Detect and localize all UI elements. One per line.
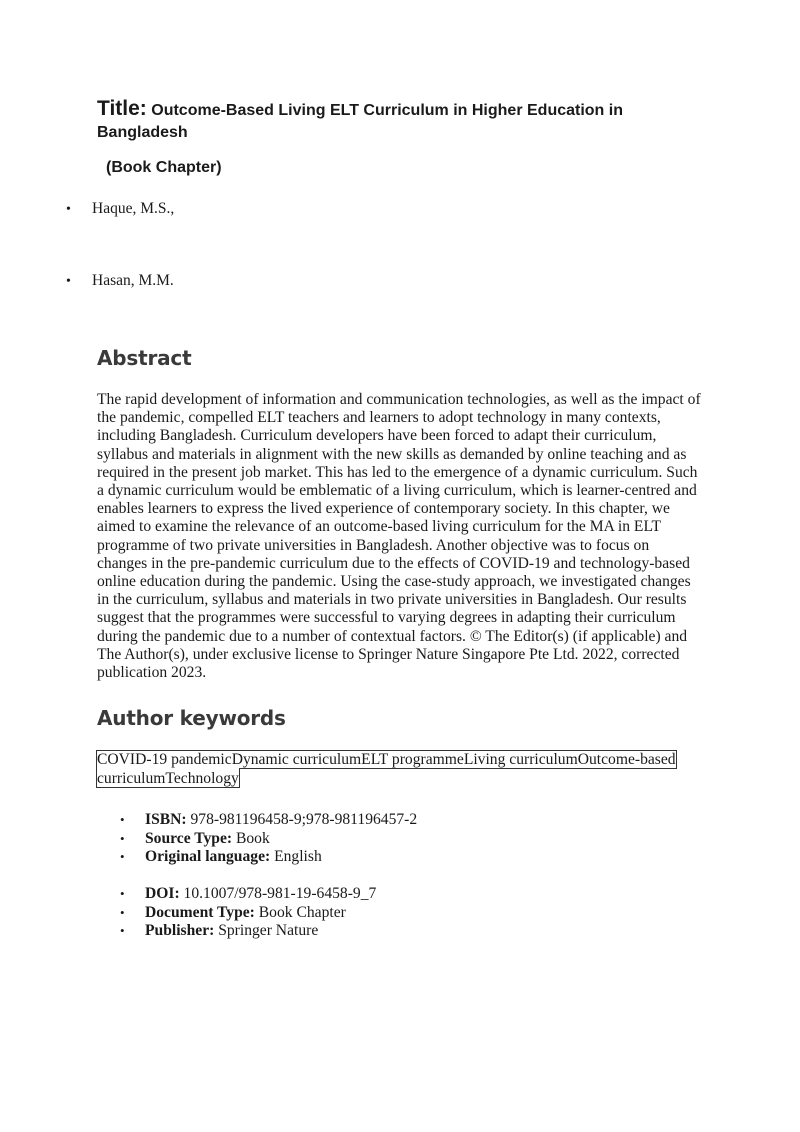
meta-value: Book — [232, 829, 270, 847]
metadata-list-2 — [120, 885, 680, 941]
chapter-type: (Book Chapter) — [106, 159, 222, 176]
meta-label: Document Type: — [145, 903, 255, 921]
bullet: • — [120, 812, 125, 827]
keyword[interactable]: Dynamic curriculum — [231, 751, 362, 768]
keywords-text — [97, 751, 676, 787]
meta-item-isbn — [120, 811, 680, 830]
author-name: Hasan, M.M. — [92, 272, 174, 289]
keyword[interactable]: Living curriculum — [463, 751, 578, 768]
bullet: • — [120, 886, 125, 901]
bullet: • — [120, 830, 125, 846]
title-label: Title: — [97, 97, 147, 120]
author-item — [66, 272, 174, 290]
abstract-text: The rapid development of information and communication technologies, as well as the impact of the pandemic, compelled ELT teachers and learners to adopt technology in many contexts, including Bangladesh. Curriculum developers have been forced to adapt their curriculum, syllabus and materials in alignment with the new skills as demanded by online teaching and as required in the present job market. This has led to the emergence of a dynamic curriculum. Such a dynamic curriculum would be emblematic of a living curriculum, which is learner-centred and enables learners to express the lived experience of contemporary society. In this chapter, we aimed to examine the relevance of an outcome-based living curriculum for the MA in ELT programme of two private universities in Bangladesh. Another objective was to focus on changes in the pre-pandemic curriculum due to the effects of COVID-19 and technology-based online education during the pandemic. Using the case-study approach, we investigated changes in the curriculum, syllabus and materials in two private universities in Bangladesh. Our results suggest that the programmes were successful to varying degrees in adapting their curriculum during the pandemic due to a number of contextual factors. © The Editor(s) (if applicable) and The Author(s), under exclusive license to Springer Nature Singapore Pte Ltd. 2022, corrected publication 2023. — [97, 391, 701, 682]
bullet: • — [120, 904, 125, 920]
keywords-heading: Author keywords — [97, 706, 286, 730]
keyword[interactable]: COVID-19 pandemic — [97, 751, 232, 768]
meta-item-document-type — [120, 904, 680, 923]
keyword[interactable]: Outcome-based curriculum — [97, 751, 676, 787]
title-text-line1: Outcome-Based Living ELT Curriculum in Higher Education in — [151, 102, 623, 119]
meta-item-language — [120, 848, 680, 867]
meta-label: ISBN: — [145, 811, 187, 828]
meta-value: English — [270, 848, 322, 866]
title-line-1 — [97, 98, 697, 122]
abstract-heading: Abstract — [97, 346, 192, 370]
keywords-box — [97, 751, 699, 788]
bullet: • — [120, 923, 125, 939]
title-block — [97, 98, 697, 144]
meta-value: Springer Nature — [214, 922, 319, 940]
meta-item-doi — [120, 885, 680, 904]
meta-item-source-type — [120, 830, 680, 849]
bullet: • — [66, 202, 71, 217]
bullet: • — [66, 274, 71, 289]
meta-label: DOI: — [145, 885, 180, 902]
keyword[interactable]: ELT programme — [361, 751, 464, 768]
author-item — [66, 200, 174, 218]
metadata-list-1 — [120, 811, 680, 867]
title-text-line2: Bangladesh — [97, 124, 188, 141]
author-name: Haque, M.S., — [92, 200, 175, 217]
bullet: • — [120, 849, 125, 865]
keyword[interactable]: Technology — [165, 769, 239, 787]
meta-label: Original language: — [145, 848, 271, 866]
meta-value: Book Chapter — [254, 903, 346, 921]
meta-label: Publisher: — [145, 922, 215, 940]
meta-value: 10.1007/978-981-19-6458-9_7 — [179, 885, 377, 902]
meta-label: Source Type: — [145, 829, 233, 847]
meta-value: 978-981196458-9;978-981196457-2 — [186, 811, 418, 828]
meta-item-publisher — [120, 922, 680, 941]
